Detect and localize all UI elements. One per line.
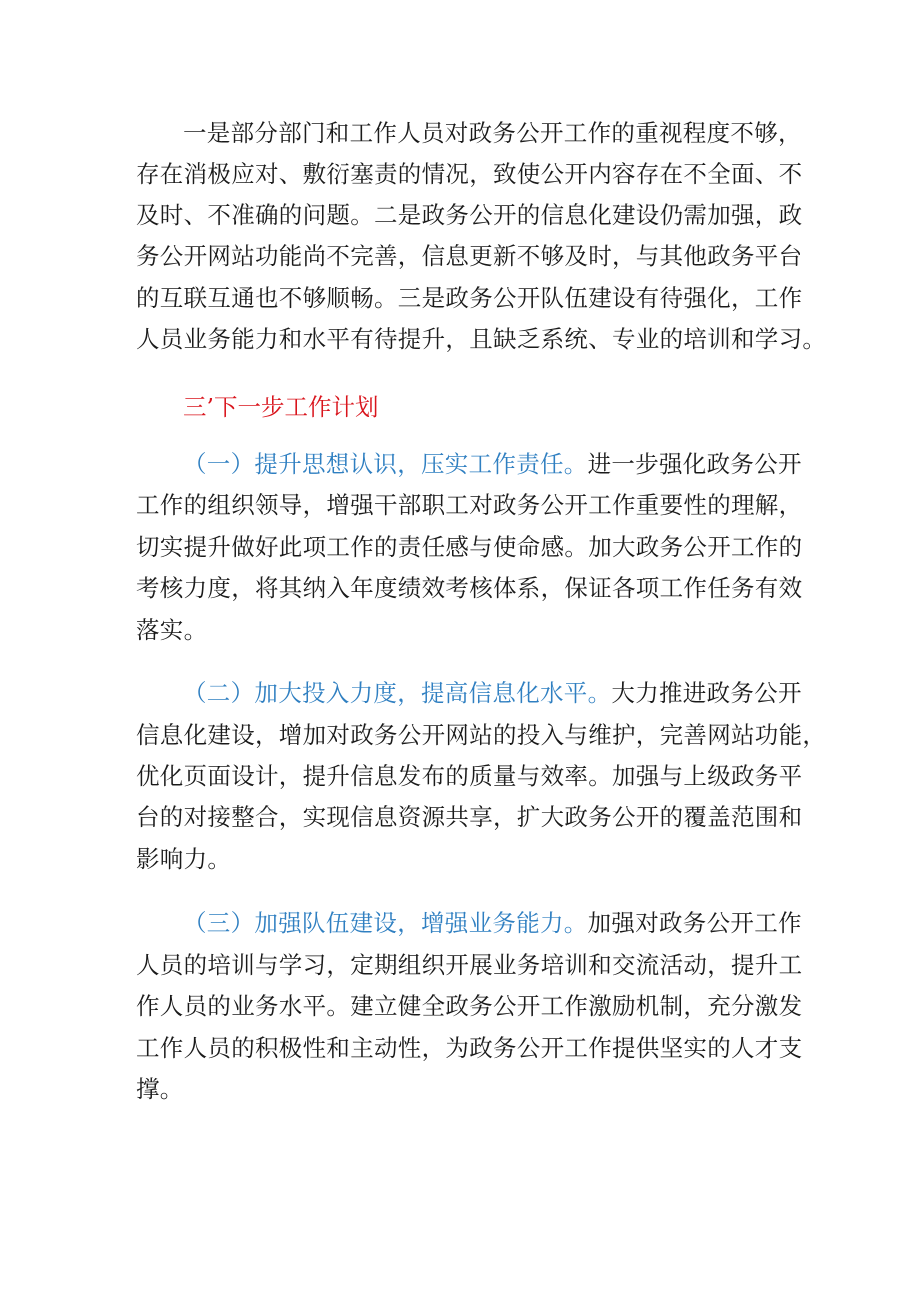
item-1-line-5: 落实。 xyxy=(136,616,208,644)
item-2-line-4: 台的对接整合，实现信息资源共享，扩大政务公开的覆盖范围和 xyxy=(136,803,803,831)
item-2-title: （二）加大投入力度，提高信息化水平。 xyxy=(183,679,612,707)
section-heading: 三’下一步工作计划 xyxy=(183,393,379,421)
item-1-line-2: 工作的组织领导，增强干部职工对政务公开工作重要性的理解， xyxy=(136,491,803,519)
item-3-line-2: 人员的培训与学习，定期组织开展业务培训和交流活动，提升工 xyxy=(136,951,803,979)
paragraph-1-line-2: 存在消极应对、敷衍塞责的情况，致使公开内容存在不全面、不 xyxy=(136,160,803,188)
item-2-line-5: 影响力。 xyxy=(136,845,232,873)
paragraph-1-line-6: 人员业务能力和水平有待提升，且缺乏系统、专业的培训和学习。 xyxy=(136,325,827,353)
item-2-line-3: 优化页面设计，提升信息发布的质量与效率。加强与上级政务平 xyxy=(136,762,803,790)
paragraph-1-line-3: 及时、不准确的问题。二是政务公开的信息化建设仍需加强，政 xyxy=(136,201,803,229)
item-3-line-4: 工作人员的积极性和主动性，为政务公开工作提供坚实的人才支 xyxy=(136,1034,803,1062)
item-2-first-line-rest: 大力推进政务公开 xyxy=(611,679,802,707)
paragraph-1-line-4: 务公开网站功能尚不完善，信息更新不够及时，与其他政务平台 xyxy=(136,242,803,270)
item-2-line-2: 信息化建设，增加对政务公开网站的投入与维护，完善网站功能， xyxy=(136,721,827,749)
item-3-first-line-rest: 加强对政务公开工作 xyxy=(587,909,802,937)
item-1-line-4: 考核力度，将其纳入年度绩效考核体系，保证各项工作任务有效 xyxy=(136,574,803,602)
item-3-first-line xyxy=(183,908,802,938)
item-1-first-line-rest: 进一步强化政务公开 xyxy=(587,450,802,478)
item-1-line-3: 切实提升做好此项工作的责任感与使命感。加大政务公开工作的 xyxy=(136,533,803,561)
paragraph-1-line-5: 的互联互通也不够顺畅。三是政务公开队伍建设有待强化，工作 xyxy=(136,284,803,312)
paragraph-1-line-1: 一是部分部门和工作人员对政务公开工作的重视程度不够， xyxy=(183,119,802,147)
item-3-line-5: 撑。 xyxy=(136,1075,184,1103)
item-2-first-line xyxy=(183,678,802,708)
item-1-title: （一）提升思想认识，压实工作责任。 xyxy=(183,450,588,478)
item-3-title: （三）加强队伍建设，增强业务能力。 xyxy=(183,909,588,937)
item-1-first-line xyxy=(183,449,802,479)
item-3-line-3: 作人员的业务水平。建立健全政务公开工作激励机制，充分激发 xyxy=(136,992,803,1020)
